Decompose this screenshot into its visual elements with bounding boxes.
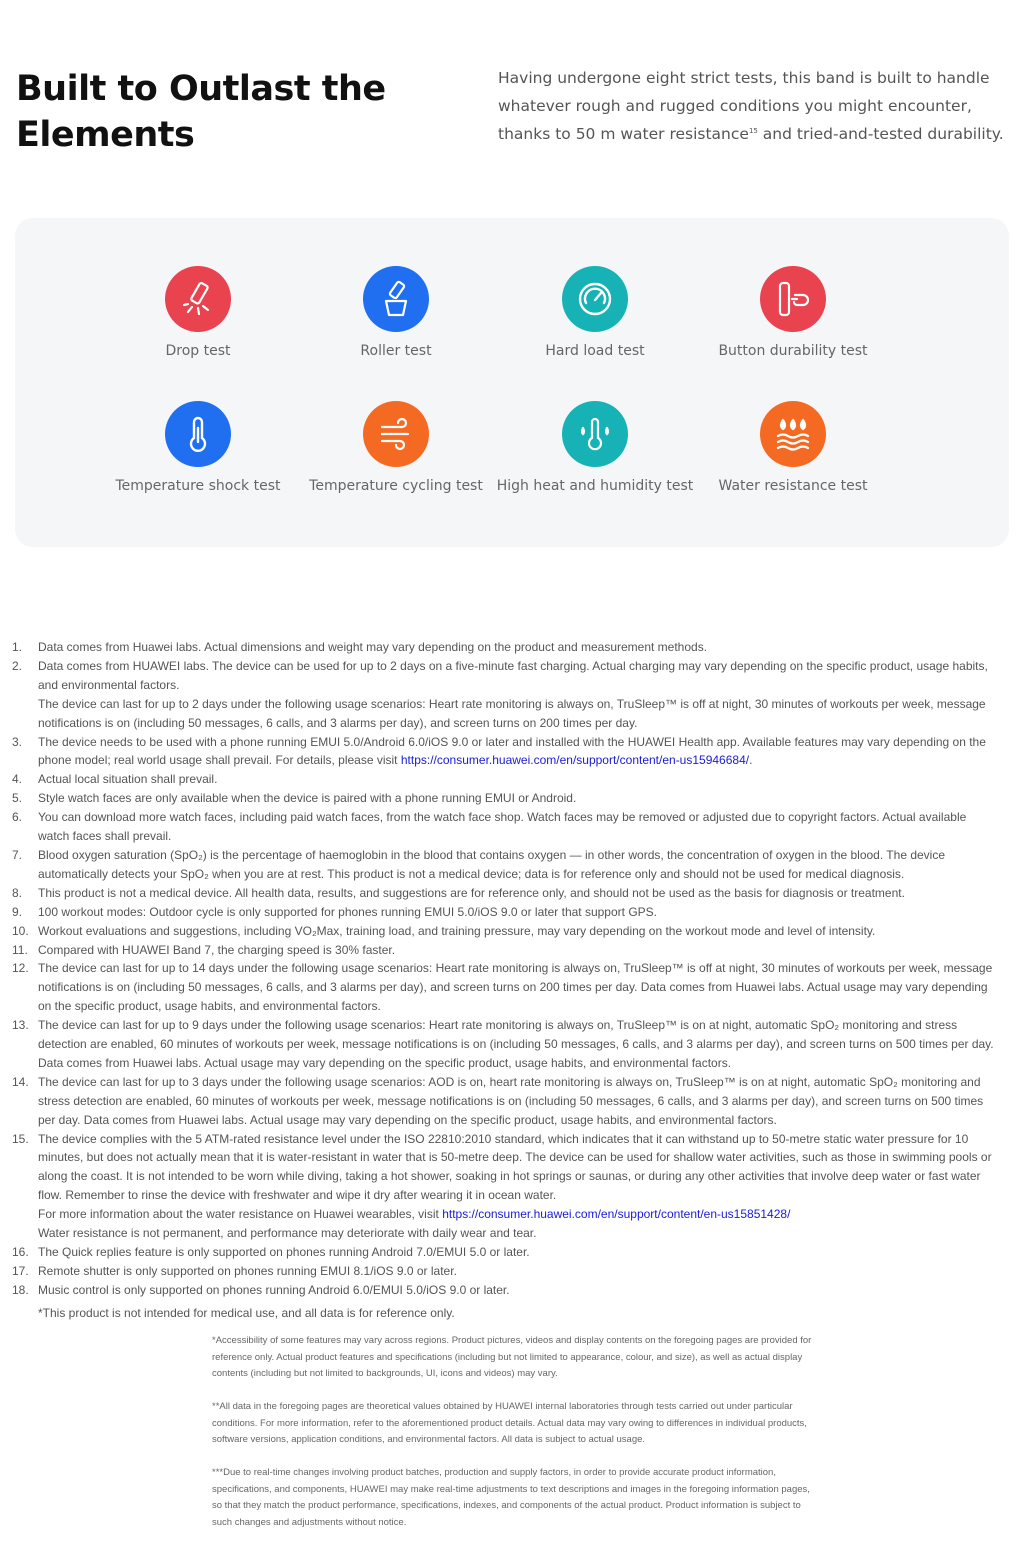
test-label: Water resistance test: [718, 478, 868, 494]
test-label: High heat and humidity test: [496, 478, 694, 494]
high-heat-humidity-test-icon: [562, 401, 628, 467]
hero-description-text: Having undergone eight strict tests, this band is built to handle whatever rough and rugged conditions you might encounter, thanks to 50 m water resistance: [498, 69, 990, 143]
footnote-number: 2.: [12, 658, 23, 673]
footnote-number: 12.: [12, 961, 29, 976]
disclaimers-block: [212, 1333, 812, 1548]
footnote-text: You can download more watch faces, including paid watch faces, from the watch face shop. Watch faces may be removed or adjusted due to copyright factors. Actual available watch faces shall prevail.: [38, 810, 967, 844]
support-link[interactable]: https://consumer.huawei.com/en/support/content/en-us15946684/: [400, 753, 750, 768]
test-label: Temperature cycling test: [309, 478, 483, 494]
footnote-number: 8.: [12, 885, 23, 900]
footnote-text: The device needs to be used with a phone running EMUI 5.0/Android 6.0/iOS 9.0 or later and installed with the HUAWEI Health app. Available features may vary depending on the phone model; real world usage shall prevail. For details, please visit: [38, 734, 986, 768]
test-item-high-heat-humidity: [495, 401, 695, 494]
water-resistance-test-icon: [760, 401, 826, 467]
footnote-text: Data comes from HUAWEI labs. The device can be used for up to 2 days on a five-minute fast charging. Actual charging may vary depending on the specific product, usage habits, and environmental factors.: [38, 658, 988, 692]
footnote-item: [12, 733, 997, 771]
test-label: Hard load test: [545, 343, 645, 359]
footnote-text: Remote shutter is only supported on phones running EMUI 8.1/iOS 9.0 or later.: [38, 1263, 457, 1278]
medical-use-note: *This product is not intended for medical use, and all data is for reference only.: [38, 1306, 455, 1320]
footnote-text: Blood oxygen saturation (SpO₂) is the percentage of haemoglobin in the blood that contains oxygen — in other words, the concentration of oxygen in the blood. The device automatically detects your SpO₂ when you are at rest. This product is not a medical device; data is for reference only and should not be used for medical diagnosis.: [38, 847, 946, 881]
drop-test-icon: [165, 266, 231, 332]
footnote-text: The device can last for up to 3 days under the following usage scenarios: AOD is on, heart rate monitoring is always on, TruSleep™ is on at night, automatic SpO₂ monitoring and stress detection are enabled, 60 minutes of workouts per week, message notifications is on (including 50 messages, 6 calls, and 3 alarms per day), and screen turns on 500 times per day. Data comes from Huawei labs. Actual usage may vary depending on the specific product, usage habits, and environmental factors.: [38, 1074, 984, 1127]
footnote-number: 7.: [12, 847, 23, 862]
footnote-item: [12, 1016, 997, 1073]
footnote-item: [12, 638, 997, 657]
footnote-text: The device complies with the 5 ATM-rated resistance level under the ISO 22810:2010 standard, which indicates that it can withstand up to 50-metre static water pressure for 10 minutes, but does not actually mean that it is water-resistant in water that is 50-metre deep. The device can be used for shallow water activities, such as those in swimming pools or along the coast. It is not intended to be worn while diving, taking a hot shower, soaking in hot springs or saunas, or during any other activities that involve deep water or fast water flow. Remember to rinse the device with freshwater and wipe it dry after wearing it in ocean water.: [38, 1131, 992, 1203]
footnote-number: 4.: [12, 772, 23, 787]
test-item-roller: [296, 266, 496, 359]
test-label: Drop test: [165, 343, 231, 359]
footnote-number: 18.: [12, 1282, 29, 1297]
footnote-item: [12, 1130, 997, 1243]
durability-tests-panel: [15, 218, 1009, 547]
footnote-punctuation: .: [749, 753, 753, 768]
footnote-text: Data comes from Huawei labs. Actual dimensions and weight may vary depending on the product and measurement methods.: [38, 640, 708, 654]
footnote-number: 13.: [12, 1018, 29, 1033]
temperature-cycling-test-icon: [363, 401, 429, 467]
footnote-item: [12, 922, 997, 941]
footnote-item: [12, 1281, 997, 1300]
footnote-number: 16.: [12, 1245, 29, 1259]
test-label: Button durability test: [718, 343, 868, 359]
test-item-temperature-shock: [98, 401, 298, 494]
hero-description: [498, 64, 1010, 148]
footnote-item: [12, 789, 997, 808]
footnote-number: 1.: [12, 640, 23, 654]
footnote-item: [12, 1243, 997, 1262]
footnote-text: Workout evaluations and suggestions, including VO₂Max, training load, and training pressure, may vary depending on the workout mode and level of intensity.: [38, 923, 876, 938]
disclaimer-paragraph: *Accessibility of some features may vary across regions. Product pictures, videos and display contents on the foregoing pages are provided for reference only. Actual product features and specifications (including but not limited to appearance, colour, and size), as well as actual display contents (including but not limited to backgrounds, UI, icons and videos) may vary.: [212, 1335, 812, 1379]
roller-test-icon: [363, 266, 429, 332]
water-resistance-link[interactable]: https://consumer.huawei.com/en/support/content/en-us15851428/: [442, 1207, 791, 1222]
footnote-number: 10.: [12, 923, 29, 938]
test-item-drop: [98, 266, 298, 359]
button-durability-test-icon: [760, 266, 826, 332]
footnotes-list: [12, 638, 997, 1300]
disclaimer-paragraph: ***Due to real-time changes involving product batches, production and supply factors, in order to provide accurate product information, specifications, and components, HUAWEI may make real-time adjustments to text descriptions and images in the foregoing information pages, so that they match the product performance, specifications, indexes, and components of the actual product. Product information is subject to such changes and adjustments without notice.: [212, 1467, 810, 1528]
footnote-text: The Quick replies feature is only supported on phones running Android 7.0/EMUI 5.0 or later.: [38, 1245, 530, 1259]
disclaimer-paragraph: **All data in the foregoing pages are theoretical values obtained by HUAWEI internal laboratories through tests carried out under particular conditions. For more information, refer to the aforementioned product details. Actual data may vary owing to differences in individual products, software versions, application conditions, and environmental factors. All data is subject to actual usage.: [212, 1401, 807, 1445]
footnote-text: 100 workout modes: Outdoor cycle is only supported for phones running EMUI 5.0/iOS 9.0 or later that support GPS.: [38, 904, 657, 919]
footnote-text: Music control is only supported on phones running Android 6.0/EMUI 5.0/iOS 9.0 or later.: [38, 1282, 510, 1297]
footnote-number: 14.: [12, 1074, 29, 1089]
footnote-item: [12, 1073, 997, 1130]
footnote-text: Actual local situation shall prevail.: [38, 772, 218, 787]
footnote-item: [12, 808, 997, 846]
footnote-ref[interactable]: 15: [748, 126, 758, 135]
footnote-number: 9.: [12, 904, 23, 919]
footnote-item: [12, 941, 997, 960]
footnote-text: The device can last for up to 14 days under the following usage scenarios: Heart rate monitoring is always on, TruSleep™ is off at night, 30 minutes of workouts per week, message notifications is on (including 50 messages, 6 calls, and 3 alarms per day), and screen turns on 200 times per day. Data comes from Huawei labs. Actual usage may vary depending on the specific product, usage habits, and environmental factors.: [38, 961, 993, 1014]
footnote-number: 11.: [12, 942, 28, 957]
footnote-item: [12, 1262, 997, 1281]
test-item-water-resistance: [693, 401, 893, 494]
footnote-item: [12, 846, 997, 884]
footnote-item: [12, 657, 997, 733]
test-label: Roller test: [360, 343, 432, 359]
footnote-item: [12, 884, 997, 903]
hero-description-tail: and tried-and-tested durability.: [757, 125, 1004, 143]
test-item-hard-load: [495, 266, 695, 359]
footnote-text: Compared with HUAWEI Band 7, the charging speed is 30% faster.: [38, 942, 396, 957]
footnote-extra-text: Water resistance is not permanent, and performance may deteriorate with daily wear and tear.: [38, 1226, 537, 1241]
hard-load-test-icon: [562, 266, 628, 332]
footnote-extra-text: For more information about the water resistance on Huawei wearables, visit: [38, 1207, 443, 1222]
test-item-button-durability: [693, 266, 893, 359]
footnote-item: [12, 770, 997, 789]
footnote-item: [12, 959, 997, 1016]
footnote-extra-line: [38, 1205, 997, 1224]
footnote-item: [12, 903, 997, 922]
footnote-text: Style watch faces are only available when the device is paired with a phone running EMUI or Android.: [38, 791, 577, 806]
footnote-number: 15.: [12, 1131, 29, 1146]
footnote-number: 17.: [12, 1263, 29, 1278]
footnote-extra-text: The device can last for up to 2 days under the following usage scenarios: Heart rate monitoring is always on, TruSleep™ is off at night, 30 minutes of workouts per week, message notifications is on (including 50 messages, 6 calls, and 3 alarms per day), and screen turns on 200 times per day.: [38, 696, 986, 730]
footnote-number: 6.: [12, 810, 23, 825]
page-title: Built to Outlast the Elements: [16, 69, 386, 155]
footnote-number: 5.: [12, 791, 23, 806]
test-item-temperature-cycling: [296, 401, 496, 494]
footnote-text: The device can last for up to 9 days under the following usage scenarios: Heart rate monitoring is always on, TruSleep™ is on at night, automatic SpO₂ monitoring and stress detection are enabled, 60 minutes of workouts per week, message notifications is on (including 50 messages, 6 calls, and 3 alarms per day), and screen turns on 500 times per day. Data comes from Huawei labs. Actual usage may vary depending on the specific product, usage habits, and environmental factors.: [38, 1018, 994, 1070]
footnote-number: 3.: [12, 734, 23, 749]
test-label: Temperature shock test: [115, 478, 281, 494]
footnote-text: This product is not a medical device. All health data, results, and suggestions are for reference only, and should not be used as the basis for diagnosis or treatment.: [38, 885, 905, 900]
temperature-shock-test-icon: [165, 401, 231, 467]
